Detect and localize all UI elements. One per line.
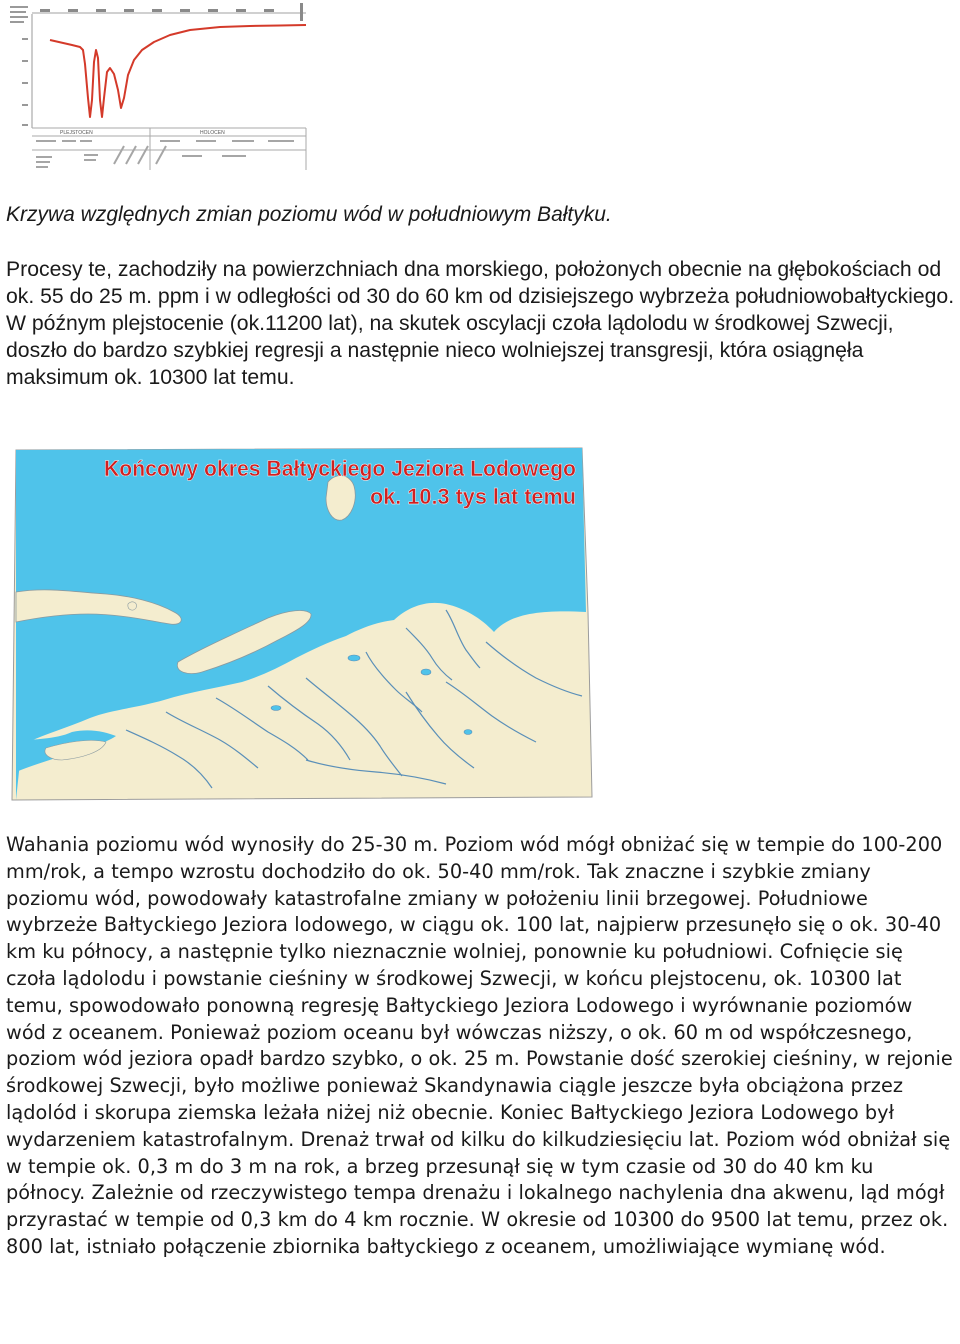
sea-level-curve-svg <box>10 0 308 172</box>
baltic-ice-lake-map <box>6 442 596 802</box>
period-label-holocene: HOLOCEN <box>200 130 225 136</box>
paragraph-1: Procesy te, zachodziły na powierzchniach dna morskiego, położonych obecnie na głębokościach od ok. 55 do 25 m. ppm i w odległości od 30 do 60 km od dzisiejszego wybrzeża południowobałtyckiego. W późnym plejstocenie (ok.11200 lat), na skutek oscylacji czoła lądolodu w środkowej Szwecji, doszło do bardzo szybkiej regresji a następnie nieco wolniejszej transgresji, która osiągnęła maksimum ok. 10300 lat temu. <box>6 258 955 389</box>
map-islet <box>128 602 137 610</box>
map-title-line1: Końcowy okres Bałtyckiego Jeziora Lodowego <box>104 456 576 481</box>
paragraph-2: Wahania poziomu wód wynosiły do 25-30 m. Poziom wód mógł obniżać się w tempie do 100-200 mm/rok, a tempo wzrostu dochodziło do ok. 50-40 mm/rok. Tak znaczne i szybkie zmiany poziomu wód, powodowały katastrofalne zmiany w położeniu linii brzegowej. Południowe wybrzeże Bałtyckiego Jeziora lodowego, w ciągu ok. 100 lat, najpierw przesunęło się o ok. 30-40 km ku północy, a następnie tylko nieznacznie wolniej, ponownie ku południowi. Cofnięcie się czoła lądolodu i powstanie cieśniny w środkowej Szwecji, w końcu plejstocenu, ok. 10300 lat temu, spowodowało ponowną regresję Bałtyckiego Jeziora Lodowego i wyrównanie poziomów wód z oceanem. Ponieważ poziom oceanu był wówczas niższy, o ok. 60 m od współczesnego, poziom wód jeziora opadł bardzo szybko, o ok. 25 m. Powstanie dość szerokiej cieśniny, w rejonie środkowej Szwecji, było możliwe ponieważ Skandynawia ciągle jeszcze była obciążona przez lądolód i skorupa ziemska leżała niżej niż obecnie. Koniec Bałtyckiego Jeziora Lodowego był wydarzeniem katastrofalnym. Drenaż trwał od kilku do kilkudziesięciu lat. Poziom wód obniżał się w tempie ok. 0,3 m do 3 m na rok, a brzeg przesunął się w tym czasie od 30 do 40 km ku północy. Zależnie od rzeczywistego tempa drenażu i lokalnego nachylenia dna akwenu, ląd mógł przyrastać w tempie od 0,3 km do 4 km rocznie. W okresie od 10300 do 9500 lat temu, przez ok. 800 lat, istniało połączenie zbiornika bałtyckiego z oceanem, umożliwiające wymianę wód. <box>6 833 953 1258</box>
sea-level-curve-figure <box>10 0 308 172</box>
map-title-line2: ok. 10.3 tys lat temu <box>370 484 576 509</box>
period-label-pleistocene: PLEJSTOCEN <box>60 130 93 136</box>
figure-caption: Krzywa względnych zmian poziomu wód w południowym Bałtyku. <box>6 203 612 226</box>
map-svg <box>6 442 596 802</box>
